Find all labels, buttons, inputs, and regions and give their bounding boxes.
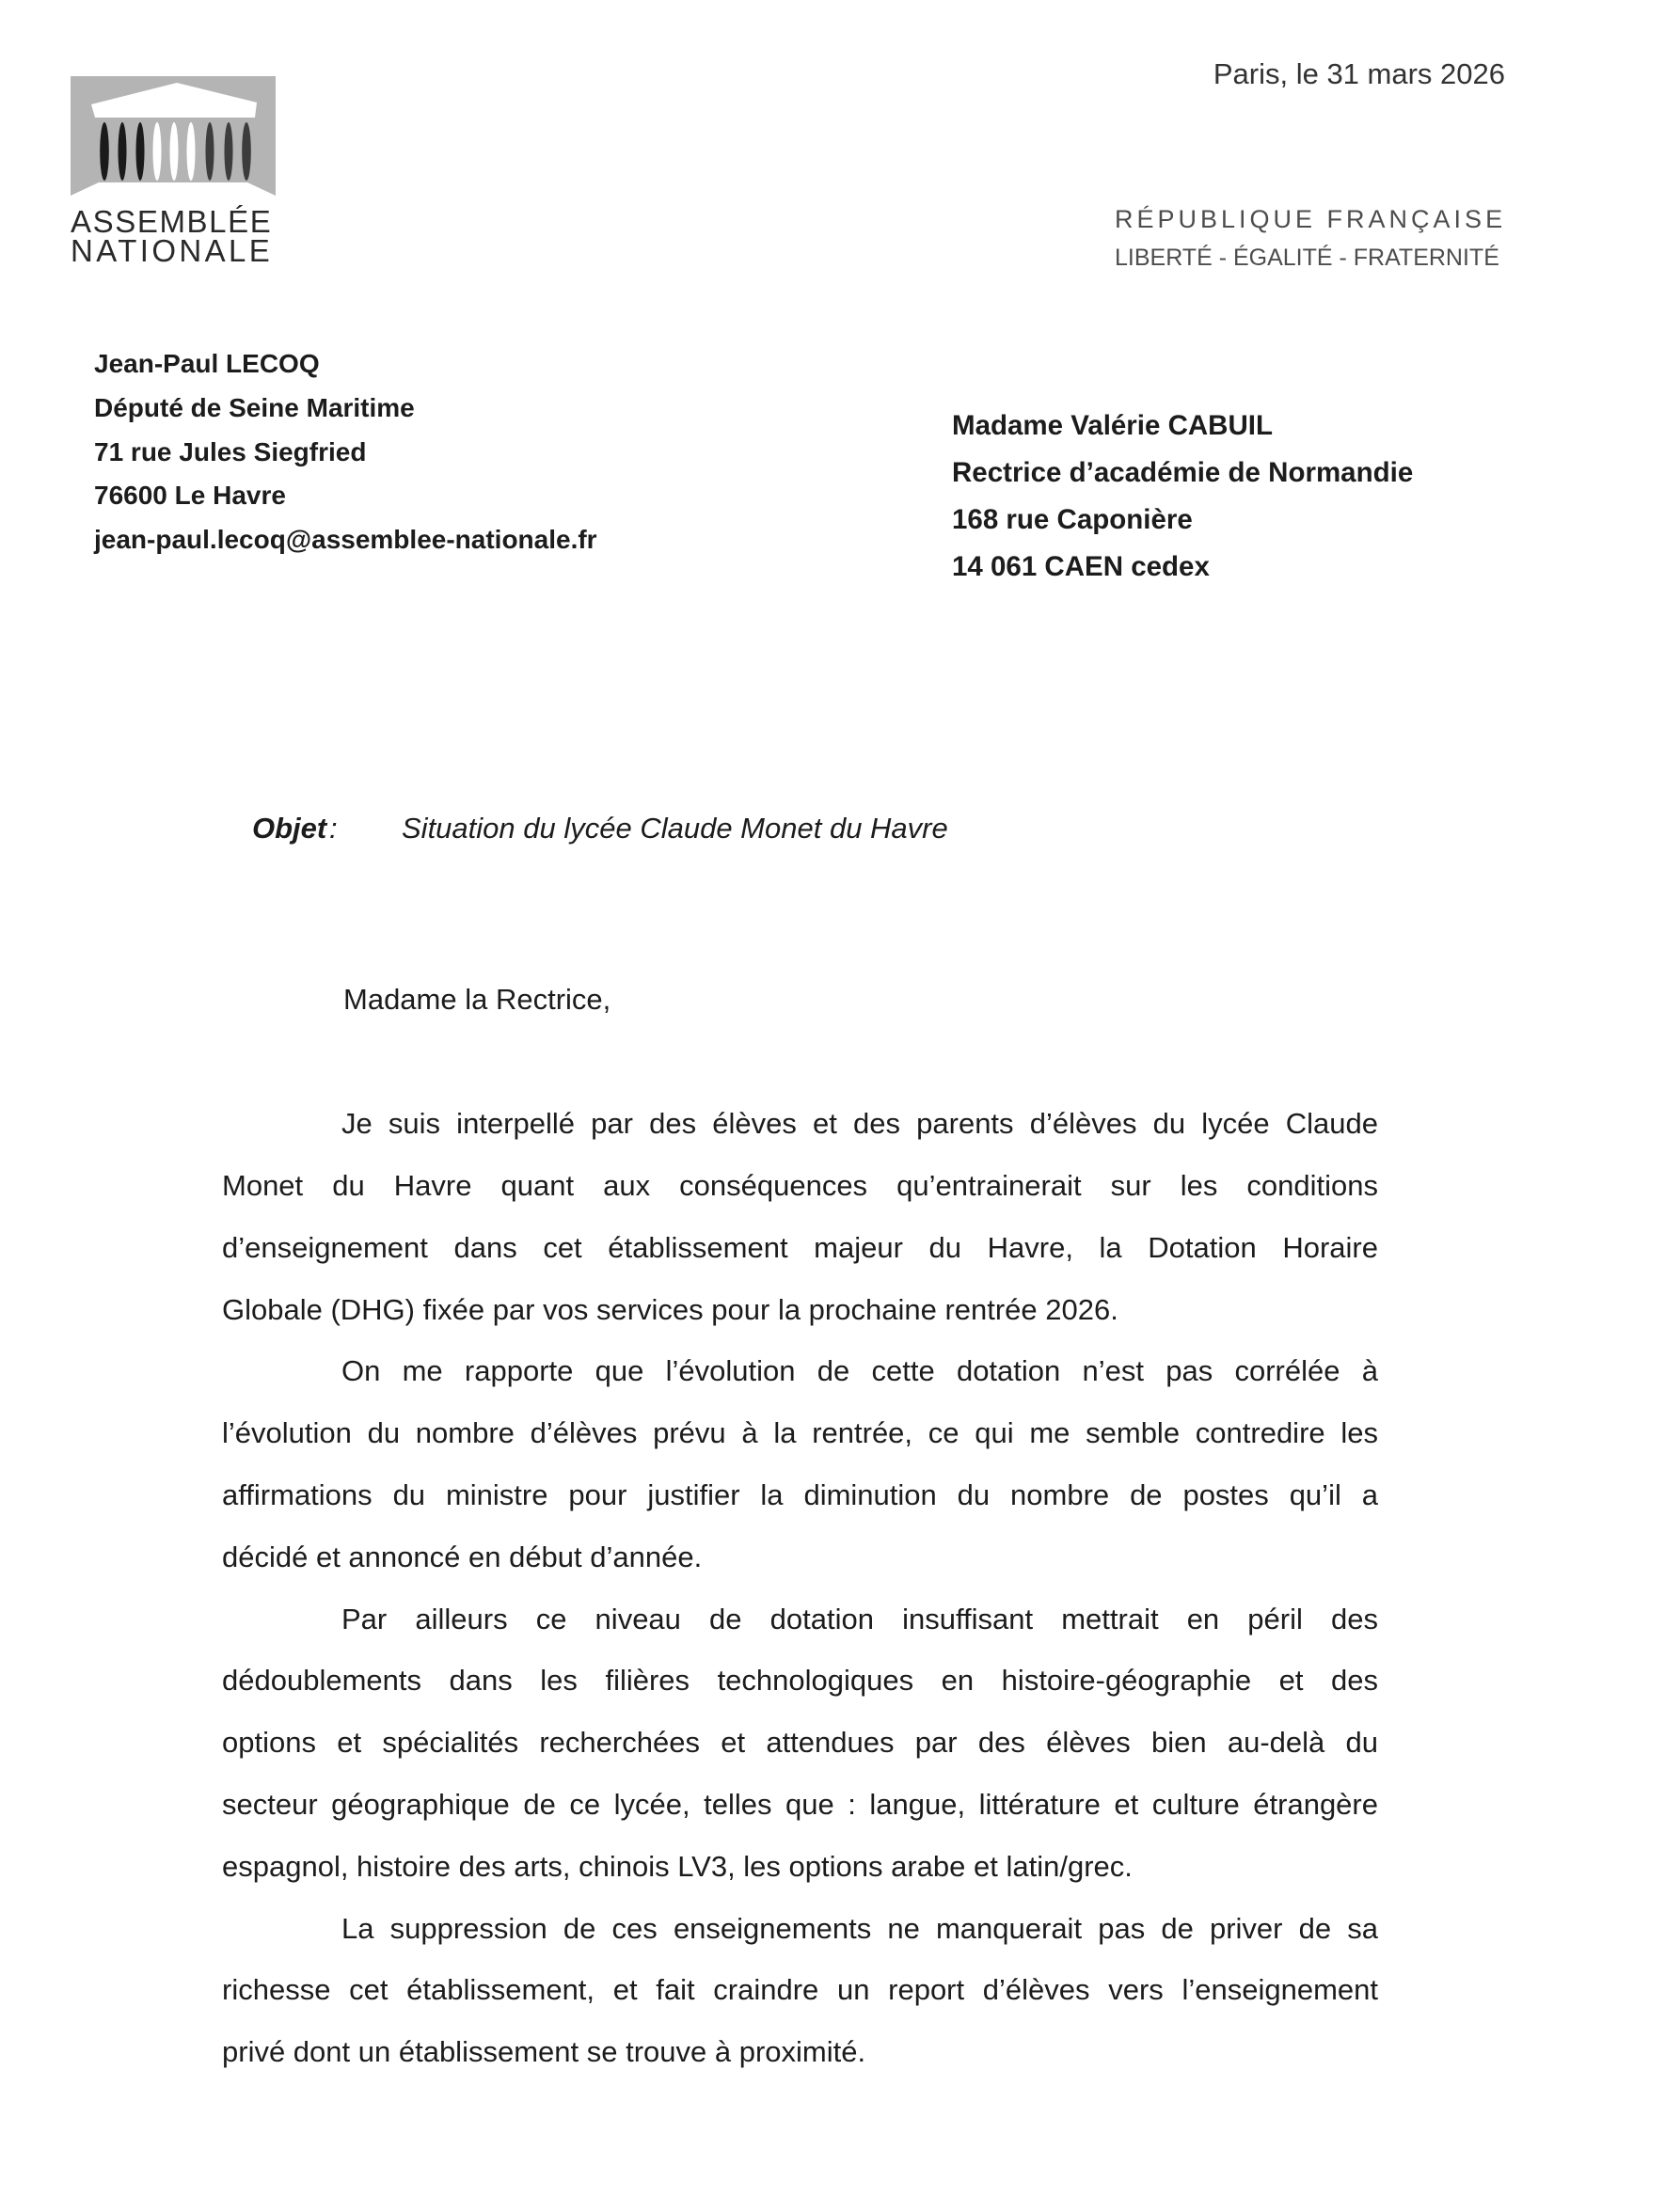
body-line: Monet du Havre quant aux conséquences qu’entrainerait sur les conditions (222, 1169, 1378, 1203)
body-line: richesse cet établissement, et fait craindre un report d’élèves vers l’enseignement (222, 1973, 1378, 2007)
paragraph (222, 1340, 1378, 1588)
national-motto: LIBERTÉ - ÉGALITÉ - FRATERNITÉ (1115, 245, 1499, 271)
letter-body (222, 1093, 1378, 2083)
recipient-name: Madame Valérie CABUIL (952, 410, 1274, 441)
body-line: secteur géographique de ce lycée, telles que : langue, littérature et culture étrangère (222, 1788, 1378, 1822)
sender-address (94, 342, 597, 562)
recipient-city: 14 061 CAEN cedex (952, 551, 1210, 582)
body-line: l’évolution du nombre d’élèves prévu à la rentrée, ce qui me semble contredire les (222, 1416, 1378, 1450)
logo-column (153, 122, 162, 181)
republique-francaise: RÉPUBLIQUE FRANÇAISE (1115, 205, 1507, 233)
subject-label: Objet (252, 812, 327, 845)
salutation: Madame la Rectrice, (343, 983, 611, 1016)
recipient-title: Rectrice d’académie de Normandie (952, 457, 1414, 488)
body-line: d’enseignement dans cet établissement majeur du Havre, la Dotation Horaire (222, 1230, 1378, 1264)
body-line: décidé et annoncé en début d’année. (222, 1540, 703, 1573)
assemblee-nationale-logo (71, 76, 276, 196)
logo-floor (71, 182, 276, 196)
logo-column (225, 122, 233, 181)
paragraph (222, 1093, 1378, 1340)
body-line: affirmations du ministre pour justifier la diminution du nombre de postes qu’il a (222, 1478, 1378, 1512)
sender-email: jean-paul.lecoq@assemblee-nationale.fr (94, 525, 597, 555)
body-line: Globale (DHG) fixée par vos services pour la prochaine rentrée 2026. (222, 1292, 1118, 1326)
recipient-address (952, 403, 1413, 591)
body-line: espagnol, histoire des arts, chinois LV3, les options arabe et latin/grec. (222, 1849, 1133, 1883)
recipient-street: 168 rue Caponière (952, 504, 1193, 535)
sender-name: Jean-Paul LECOQ (94, 349, 320, 378)
logo-column (100, 122, 109, 181)
body-line: La suppression de ces enseignements ne manquerait pas de priver de sa (341, 1911, 1378, 1945)
body-line: options et spécialités recherchées et attendues par des élèves bien au-delà du (222, 1726, 1378, 1760)
body-line: Je suis interpellé par des élèves et des parents d’élèves du lycée Claude (341, 1107, 1378, 1141)
logo-column (136, 122, 145, 181)
sender-title: Député de Seine Maritime (94, 392, 415, 422)
logo-column (170, 122, 179, 181)
logo-column (119, 122, 127, 181)
body-line: privé dont un établissement se trouve à proximité. (222, 2035, 866, 2069)
logo-text-nationale: NATIONALE (71, 233, 274, 268)
letter-date: Paris, le 31 mars 2026 (1213, 57, 1505, 90)
logo-column (187, 122, 196, 181)
body-line: On me rapporte que l’évolution de cette dotation n’est pas corrélée à (341, 1354, 1378, 1388)
logo-column (206, 122, 214, 181)
sender-street: 71 rue Jules Siegfried (94, 436, 367, 466)
body-line: dédoublements dans les filières technologiques en histoire-géographie et des (222, 1664, 1378, 1698)
logo-text-assemblee: ASSEMBLÉE (71, 204, 273, 239)
subject-colon: : (329, 812, 338, 845)
body-line: Par ailleurs ce niveau de dotation insuffisant mettrait en péril des (341, 1602, 1378, 1635)
paragraph (222, 1588, 1378, 1898)
logo-column (242, 122, 251, 181)
paragraph (222, 1898, 1378, 2083)
subject-text: Situation du lycée Claude Monet du Havre (402, 812, 948, 845)
sender-city: 76600 Le Havre (94, 481, 286, 511)
